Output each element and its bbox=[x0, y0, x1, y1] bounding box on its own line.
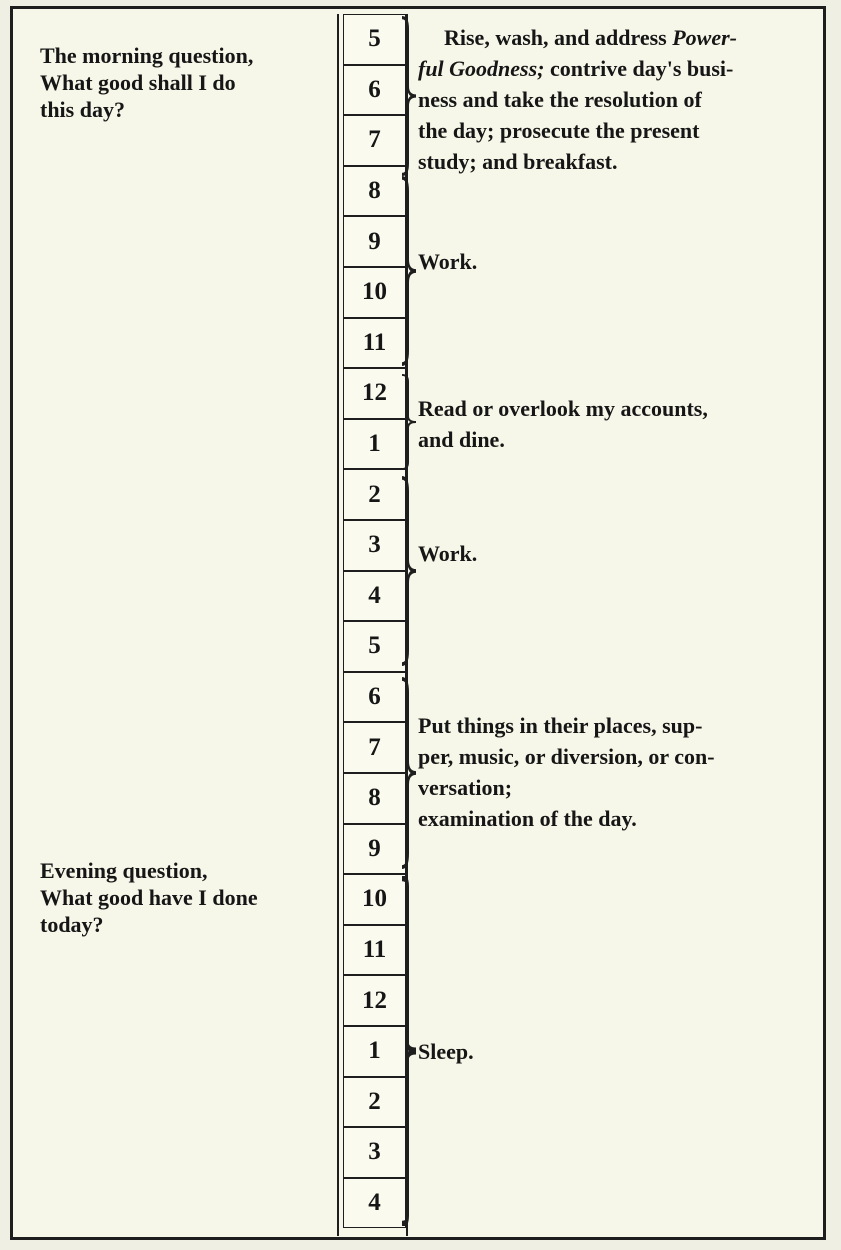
hour-cell: 11 bbox=[343, 318, 406, 369]
brace-work-afternoon bbox=[400, 476, 418, 666]
evening-question-line: What good have I done bbox=[40, 885, 258, 910]
activity-morning-line: study; and breakfast. bbox=[418, 149, 618, 174]
hour-cell: 1 bbox=[343, 419, 406, 470]
hour-cell: 9 bbox=[343, 824, 406, 875]
activity-morning-line: ful Goodness; contrive day's busi- bbox=[418, 56, 734, 81]
hour-cell: 2 bbox=[343, 469, 406, 520]
brace-evening bbox=[400, 677, 418, 869]
activity-morning bbox=[418, 22, 810, 177]
italic-text: Power- bbox=[672, 25, 737, 50]
hour-cell: 10 bbox=[343, 874, 406, 925]
hour-cell: 2 bbox=[343, 1077, 406, 1128]
hour-cell: 9 bbox=[343, 216, 406, 267]
morning-question-line: this day? bbox=[40, 97, 125, 122]
hour-cell: 10 bbox=[343, 267, 406, 318]
hour-cell: 5 bbox=[343, 621, 406, 672]
activity-evening-line: Put things in their places, sup- bbox=[418, 713, 703, 738]
evening-question bbox=[40, 857, 330, 938]
brace-night bbox=[400, 876, 418, 1226]
activity-work-morning: Work. bbox=[418, 249, 478, 274]
activity-evening-line: examination of the day. bbox=[418, 806, 637, 831]
hour-cell: 8 bbox=[343, 166, 406, 217]
brace-noon bbox=[400, 374, 418, 470]
activity-evening-line: per, music, or diversion, or con- bbox=[418, 744, 715, 769]
activity-night: Sleep. bbox=[418, 1039, 474, 1064]
hour-cell: 4 bbox=[343, 1178, 406, 1229]
hour-cell: 5 bbox=[343, 14, 406, 65]
evening-question-line: Evening question, bbox=[40, 858, 208, 883]
morning-question-line: What good shall I do bbox=[40, 70, 236, 95]
morning-question bbox=[40, 42, 330, 123]
activity-morning-line: ness and take the resolution of bbox=[418, 87, 702, 112]
brace-morning bbox=[400, 16, 418, 176]
hour-cell: 3 bbox=[343, 1127, 406, 1178]
hour-cell: 8 bbox=[343, 773, 406, 824]
activity-noon bbox=[418, 393, 810, 455]
morning-question-line: The morning question, bbox=[40, 43, 254, 68]
activity-morning-line: the day; prosecute the present bbox=[418, 118, 700, 143]
hour-cell: 4 bbox=[343, 571, 406, 622]
activity-evening-line: versation; bbox=[418, 775, 513, 800]
hour-cell: 3 bbox=[343, 520, 406, 571]
activity-work-afternoon: Work. bbox=[418, 541, 478, 566]
evening-question-line: today? bbox=[40, 912, 104, 937]
hour-cell: 12 bbox=[343, 368, 406, 419]
hour-cell: 7 bbox=[343, 115, 406, 166]
hour-cell: 11 bbox=[343, 925, 406, 976]
activity-evening bbox=[418, 710, 810, 834]
activity-noon-line: Read or overlook my accounts, bbox=[418, 396, 708, 421]
hour-cell: 12 bbox=[343, 975, 406, 1026]
hour-cell: 6 bbox=[343, 672, 406, 723]
italic-text: ful Goodness; bbox=[418, 56, 545, 81]
activity-noon-line: and dine. bbox=[418, 427, 505, 452]
hour-cell: 1 bbox=[343, 1026, 406, 1077]
hours-column bbox=[337, 14, 408, 1236]
brace-work-morning bbox=[400, 176, 418, 366]
hour-cell: 6 bbox=[343, 65, 406, 116]
activity-morning-line: Rise, wash, and address Power- bbox=[444, 25, 737, 50]
hour-cell: 7 bbox=[343, 722, 406, 773]
